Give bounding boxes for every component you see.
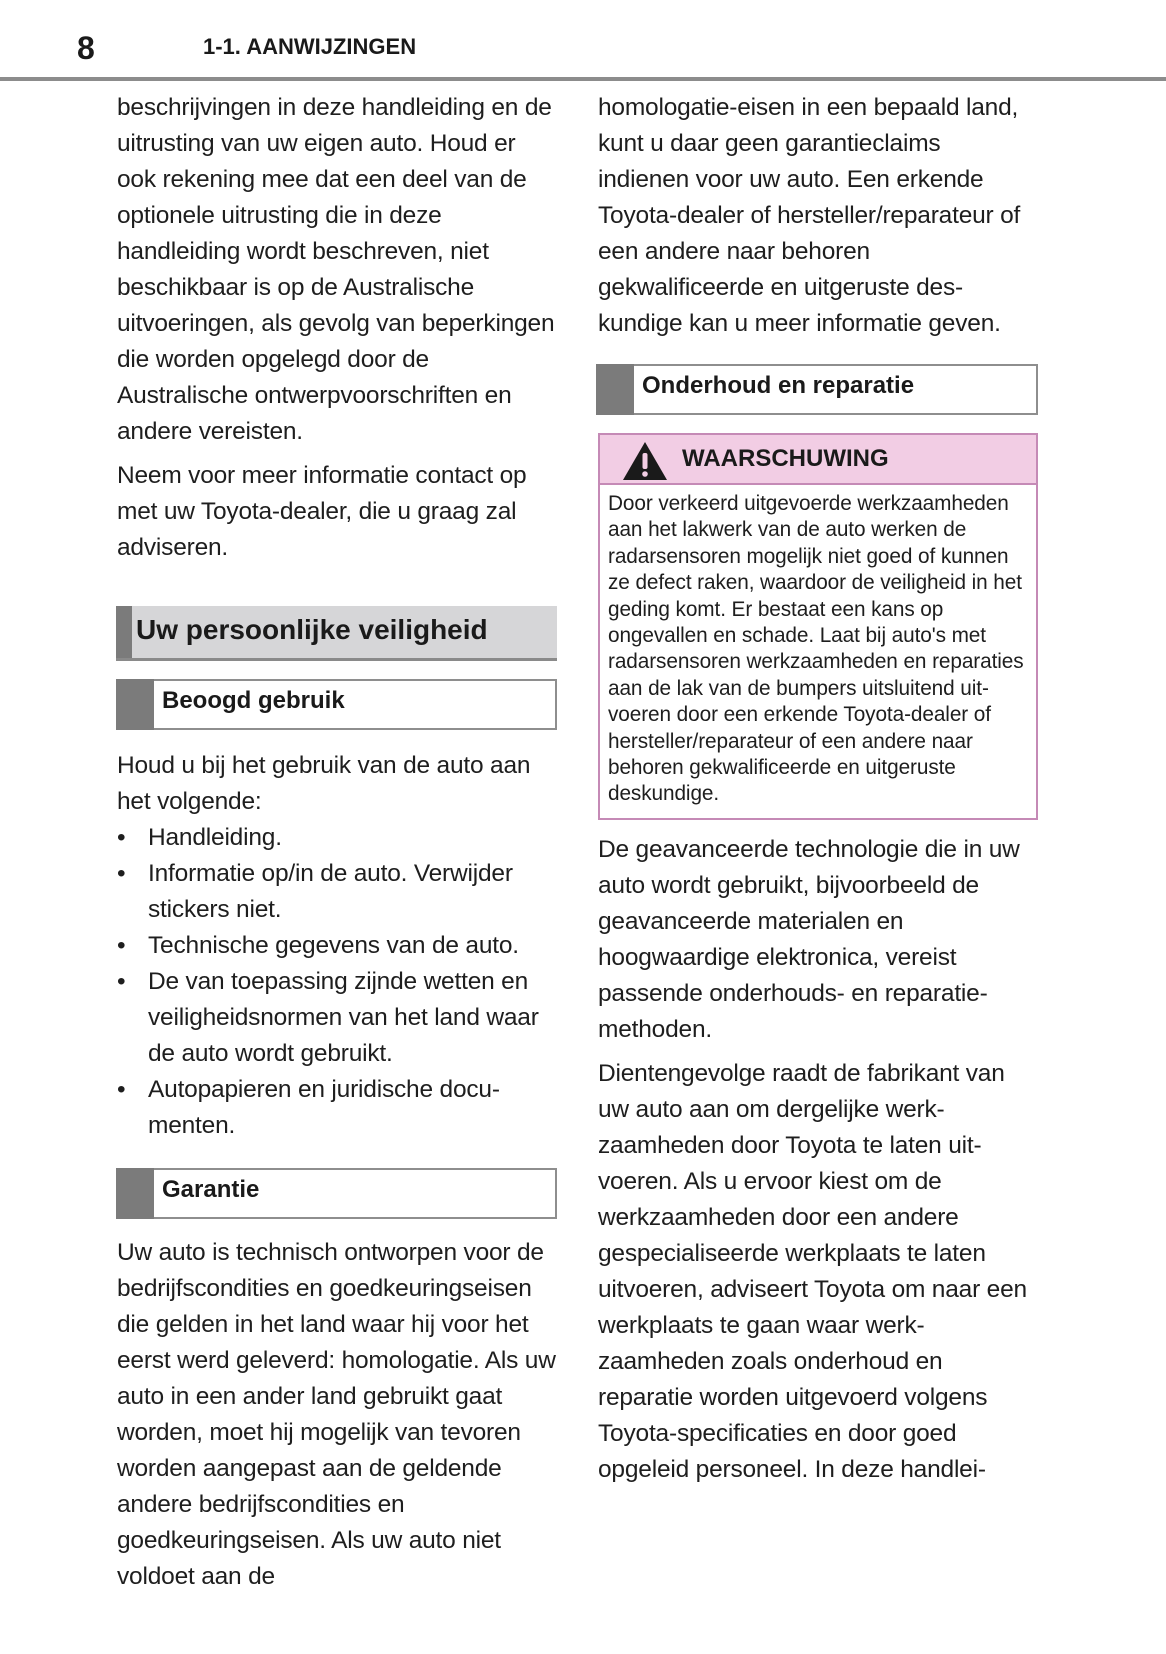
contact-paragraph: Neem voor meer informatie contact op met uw Toyota-dealer, die u graag zal adviseren. — [117, 462, 527, 561]
intro-paragraph: beschrijvingen in deze handleiding en de uitrusting van uw eigen auto. Houd er ook rekening mee dat een deel van de optionele uitrusting die in deze handleiding wordt beschreven, niet beschikbaar is op de Australische uitvoeringen, als gevolg van beperkingen die worden opgelegd door de Australische ontwerpvoorschriften en andere vereisten. — [117, 94, 555, 445]
chapter-title: 1-1. AANWIJZINGEN — [203, 34, 417, 59]
list-item — [117, 820, 557, 856]
subheading-title: Garantie — [162, 1176, 260, 1203]
bullet-icon: • — [117, 860, 126, 887]
bullet-icon: • — [117, 1076, 126, 1103]
heading-bar — [596, 364, 634, 415]
technology-paragraph: De geavanceerde technologie die in uw auto wordt gebruikt, bijvoorbeeld de geavanceerde materialen en hoogwaardige elektronica, vereist passende onderhouds- en reparatiemethoden. — [598, 835, 1020, 1043]
section-heading-personal-safety — [116, 606, 557, 661]
bullet-icon: • — [117, 932, 126, 959]
list-item-text: Autopapieren en juridische documenten. — [148, 1076, 501, 1139]
section-heading-title: Uw persoonlijke veiligheid — [136, 614, 488, 645]
list-item-text: Handleiding. — [148, 824, 282, 851]
page-header — [0, 0, 1166, 80]
bullet-icon: • — [117, 968, 126, 995]
warning-header — [600, 435, 1036, 485]
subheading-title: Beoogd gebruik — [162, 687, 345, 714]
list-item — [117, 1072, 557, 1144]
intended-use-list — [117, 820, 557, 1144]
warning-box — [598, 433, 1038, 820]
list-item-text: Technische gegevens van de auto. — [148, 932, 519, 959]
warranty-paragraph: Uw auto is technisch ontworpen voor de bedrijfscondities en goedkeuringseisen die gelden in het land waar hij voor het eerst werd geleverd: homologatie. Als uw auto in een ander land gebruikt gaat worden, moet hij mogelijk van tevoren worden aangepast aan de geldende andere bedrijfscondities en goedkeuringseisen. Als uw auto niet voldoet aan de — [117, 1239, 556, 1590]
left-column — [117, 90, 557, 1595]
heading-bar — [116, 606, 132, 658]
warning-text: Door verkeerd uitgevoerde werkzaamheden aan het lakwerk van de auto werken de radarsensoren mogelijk niet goed of kunnen ze defect raken, waardoor de veiligheid in het geding komt. Er bestaat een kans op ongevallen en schade. Laat bij auto's met radarsensoren werkzaamheden en reparaties aan de lak van de bumpers uitsluitend uitvoeren door een erkende Toyota-dealer of hersteller/reparateur of een andere naar behoren gekwalificeerde en uitgeruste deskundige. — [608, 492, 1024, 806]
list-item — [117, 928, 557, 964]
header-divider — [0, 77, 1166, 81]
subheading-title: Onderhoud en reparatie — [642, 372, 915, 399]
bullet-icon: • — [117, 824, 126, 851]
subheading-intended-use — [116, 679, 557, 730]
heading-bar — [116, 1168, 154, 1219]
subheading-warranty — [116, 1168, 557, 1219]
manufacturer-advice-paragraph: Dientengevolge raadt de fabrikant van uw auto aan om dergelijke werkzaamheden door Toyota te laten uitvoeren. Als u ervoor kiest om de werkzaamheden door een andere gespecialiseerde werkplaats te laten uitvoeren, adviseert Toyota om naar een werkplaats te gaan waar werkzaamheden zoals onderhoud en reparatie worden uitgevoerd volgens Toyota-specificaties en door goed opgeleid personeel. In deze handlei- — [598, 1059, 1027, 1483]
warning-label: WAARSCHUWING — [682, 445, 889, 472]
list-item-text: Informatie op/in de auto. Verwijder stickers niet. — [148, 860, 513, 923]
page-number: 8 — [77, 30, 95, 66]
list-item — [117, 856, 557, 928]
list-item — [117, 964, 557, 1072]
intended-use-intro: Houd u bij het gebruik van de auto aan het volgende: — [117, 752, 531, 815]
right-column — [598, 90, 1038, 1488]
continued-paragraph: homologatie-eisen in een bepaald land, kunt u daar geen garantieclaims indienen voor uw auto. Een erkende Toyota-dealer of hersteller/reparateur of een andere naar behoren gekwalificeerde en uitgeruste deskundige kan u meer informatie geven. — [598, 94, 1021, 337]
heading-bar — [116, 679, 154, 730]
list-item-text: De van toepassing zijnde wetten en veiligheidsnormen van het land waar de auto wordt gebruikt. — [148, 968, 539, 1067]
subheading-maintenance — [596, 364, 1038, 415]
warning-triangle-icon — [622, 441, 668, 481]
